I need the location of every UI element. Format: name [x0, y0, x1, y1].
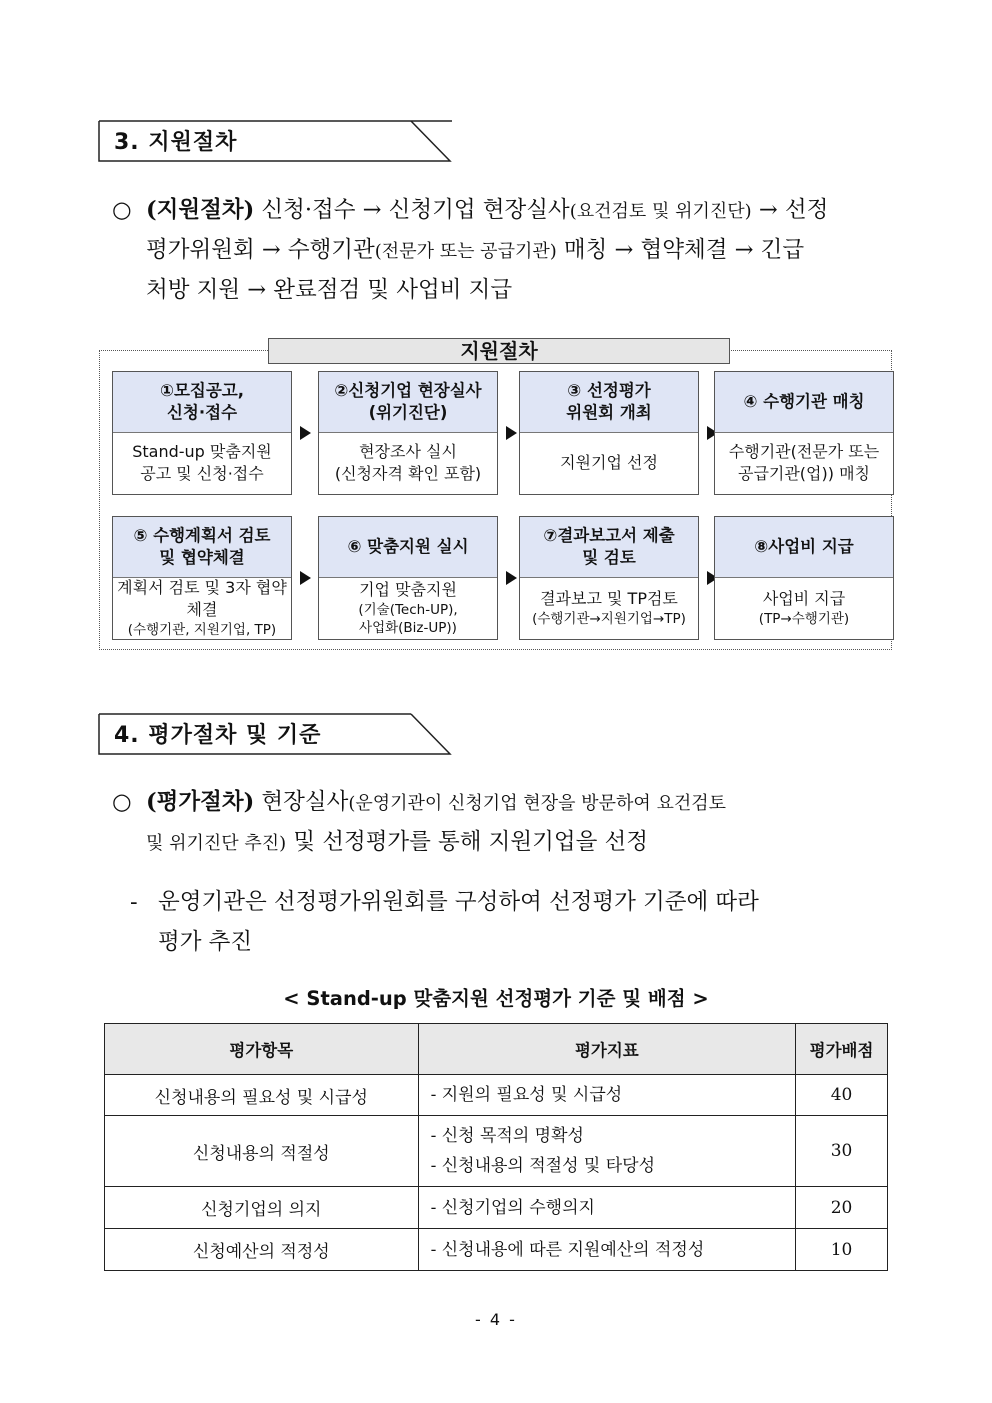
- row-criteria: - 지원의 필요성 및 시급성: [418, 1075, 795, 1116]
- row-criteria: - 신청내용에 따른 지원예산의 적정성: [418, 1229, 795, 1271]
- section-3-header: [98, 120, 452, 162]
- row-item: 신청예산의 적정성: [105, 1229, 419, 1271]
- row-item: 신청기업의 의지: [105, 1187, 419, 1229]
- flow-step-6: [318, 516, 498, 640]
- flow-arrow-icon: [300, 426, 311, 440]
- flow-step-description: 사업비 지급 (TP→수행기관): [758, 589, 850, 627]
- flow-arrow-icon: [300, 571, 311, 585]
- flow-arrow-icon: [506, 426, 517, 440]
- flow-step-heading: ⑤ 수행계획서 검토 및 협약체결: [113, 517, 291, 578]
- table-row: [105, 1229, 888, 1271]
- dash-marker: -: [130, 889, 138, 915]
- flow-step-1: [112, 371, 292, 495]
- page-number: - 4 -: [475, 1310, 517, 1329]
- section-4-title: 4. 평가절차 및 기준: [114, 723, 322, 748]
- evaluation-table: [104, 1023, 888, 1271]
- row-score: 10: [796, 1229, 888, 1271]
- flow-step-description: 기업 맞춤지원 (기술(Tech-UP), 사업화(Biz-UP)): [358, 580, 458, 636]
- flow-step-heading: ③ 선정평가 위원회 개최: [520, 372, 698, 433]
- flow-diagram-title: 지원절차: [268, 338, 730, 364]
- header-item: 평가항목: [105, 1024, 419, 1075]
- table-caption: < Stand-up 맞춤지원 선정평가 기준 및 배점 >: [283, 987, 709, 1010]
- flow-step-heading: ②신청기업 현장실사 (위기진단): [319, 372, 497, 433]
- table-row: [105, 1187, 888, 1229]
- flow-step-description: 계획서 검토 및 3자 협약체결 (수행기관, 지원기업, TP): [117, 578, 287, 638]
- flow-step-5: [112, 516, 292, 640]
- section-4-header: [98, 713, 452, 755]
- flow-step-heading: ④ 수행기관 매칭: [715, 372, 893, 433]
- flow-step-description: 지원기업 선정: [560, 453, 658, 472]
- row-score: 40: [796, 1075, 888, 1116]
- flow-step-heading: ⑧사업비 지급: [715, 517, 893, 578]
- table-row: [105, 1075, 888, 1116]
- flow-step-heading: ①모집공고, 신청·접수: [113, 372, 291, 433]
- row-item: 신청내용의 적절성: [105, 1116, 419, 1187]
- flow-step-description: 결과보고 및 TP검토 (수행기관→지원기업→TP): [532, 589, 686, 627]
- flow-step-8: [714, 516, 894, 640]
- flow-step-3: [519, 371, 699, 495]
- flow-step-heading: ⑦결과보고서 제출 및 검토: [520, 517, 698, 578]
- flow-step-4: [714, 371, 894, 495]
- bullet-circle: ○: [112, 197, 132, 223]
- flow-step-description: 현장조사 실시 (신청자격 확인 포함): [334, 442, 482, 483]
- table-header-row: [105, 1024, 888, 1075]
- header-criteria: 평가지표: [418, 1024, 795, 1075]
- row-score: 30: [796, 1116, 888, 1187]
- row-item: 신청내용의 필요성 및 시급성: [105, 1075, 419, 1116]
- flow-arrow-icon: [506, 571, 517, 585]
- flow-step-heading: ⑥ 맞춤지원 실시: [319, 517, 497, 578]
- flow-step-description: Stand-up 맞춤지원 공고 및 신청·접수: [132, 442, 272, 483]
- row-criteria: - 신청 목적의 명확성 - 신청내용의 적절성 및 타당성: [418, 1116, 795, 1187]
- table-row: [105, 1116, 888, 1187]
- row-score: 20: [796, 1187, 888, 1229]
- flow-step-7: [519, 516, 699, 640]
- section-3-lead: (지원절차): [146, 197, 255, 223]
- header-score: 평가배점: [796, 1024, 888, 1075]
- row-criteria: - 신청기업의 수행의지: [418, 1187, 795, 1229]
- section-4-paragraph: ○ (평가절차) 현장실사(운영기관이 신청기업 현장을 방문하여 요건검토 및 위기진단 추진) 및 선정평가를 통해 지원기업을 선정 - 운영기관은 선정평가위원회를 구성하여 선정평가 기준에 따라 평가 추진: [112, 782, 897, 962]
- bullet-circle: ○: [112, 789, 132, 815]
- section-3-title: 3. 지원절차: [114, 130, 238, 155]
- section-3-paragraph: ○ (지원절차) 신청·접수 → 신청기업 현장실사(요건검토 및 위기진단) → 선정 평가위원회 → 수행기관(전문가 또는 공급기관) 매칭 → 협약체결 → 긴급 처방 지원 → 완료점검 및 사업비 지급: [112, 190, 897, 310]
- flow-step-description: 수행기관(전문가 또는 공급기관(업)) 매칭: [728, 442, 880, 483]
- section-4-lead: (평가절차): [146, 789, 255, 815]
- flow-step-2: [318, 371, 498, 495]
